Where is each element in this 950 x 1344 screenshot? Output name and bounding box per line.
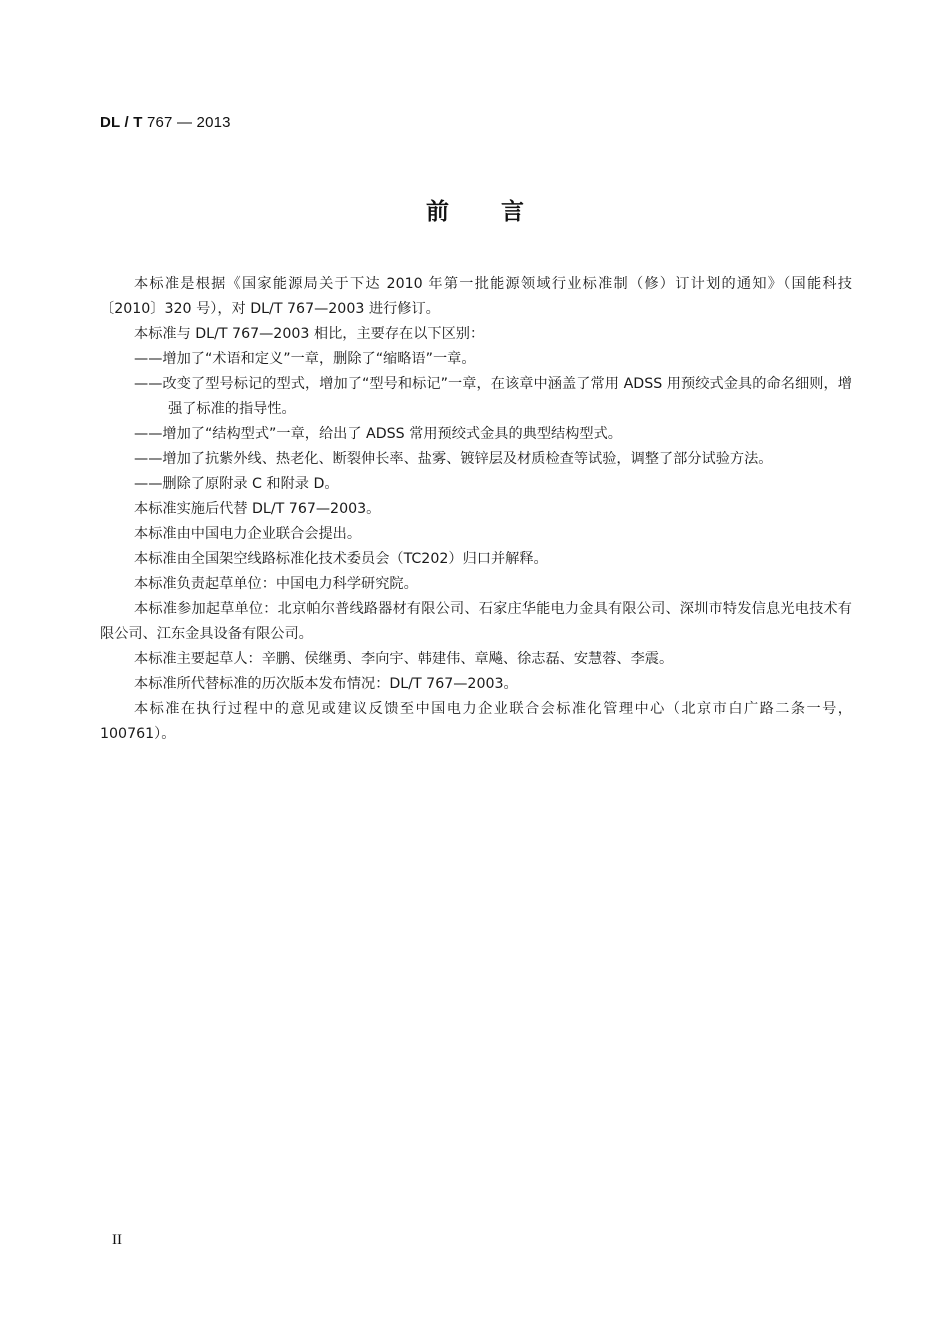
paragraph-replaces: 本标准实施后代替 DL/T 767—2003。: [134, 501, 381, 517]
paragraph-committee: 本标准由全国架空线路标准化技术委员会（TC202）归口并解释。: [134, 551, 548, 567]
document-code-prefix: DL / T: [100, 114, 143, 131]
paragraph-history: 本标准所代替标准的历次版本发布情况：DL/T 767—2003。: [134, 676, 518, 692]
difference-item-5: ——删除了原附录 C 和附录 D。: [134, 476, 339, 492]
difference-item-4: ——增加了抗紫外线、热老化、断裂伸长率、盐雾、镀锌层及材质检查等试验，调整了部分试验方法。: [134, 451, 773, 467]
page-title: 前言: [426, 199, 576, 225]
document-code-header: [100, 114, 231, 131]
paragraph-participating-drafters: 本标准参加起草单位：北京帕尔普线路器材有限公司、石家庄华能电力金具有限公司、深圳市特发信息光电技术有限公司、江东金具设备有限公司。: [100, 601, 852, 642]
foreword-body: [100, 272, 852, 747]
difference-item-3: ——增加了“结构型式”一章，给出了 ADSS 常用预绞式金具的典型结构型式。: [134, 426, 622, 442]
difference-item-2: ——改变了型号标记的型式，增加了“型号和标记”一章，在该章中涵盖了常用 ADSS 用预绞式金具的命名细则，增强了标准的指导性。: [134, 376, 852, 417]
paragraph-feedback: 本标准在执行过程中的意见或建议反馈至中国电力企业联合会标准化管理中心（北京市白广路二条一号，100761）。: [100, 701, 852, 742]
paragraph-lead-drafter: 本标准负责起草单位：中国电力科学研究院。: [134, 576, 418, 592]
page-number: II: [112, 1232, 122, 1248]
document-code-suffix: 767 — 2013: [142, 114, 231, 131]
paragraph-basis: 本标准是根据《国家能源局关于下达 2010 年第一批能源领域行业标准制（修）订计划的通知》（国能科技〔2010〕320 号），对 DL/T 767—2003 进行修订。: [100, 276, 852, 317]
paragraph-main-drafters: 本标准主要起草人：辛鹏、侯继勇、李向宇、韩建伟、章飚、徐志磊、安慧蓉、李震。: [134, 651, 674, 667]
paragraph-differences-intro: 本标准与 DL/T 767—2003 相比，主要存在以下区别：: [134, 326, 485, 342]
paragraph-proposer: 本标准由中国电力企业联合会提出。: [134, 526, 362, 542]
difference-item-1: ——增加了“术语和定义”一章，删除了“缩略语”一章。: [134, 351, 476, 367]
